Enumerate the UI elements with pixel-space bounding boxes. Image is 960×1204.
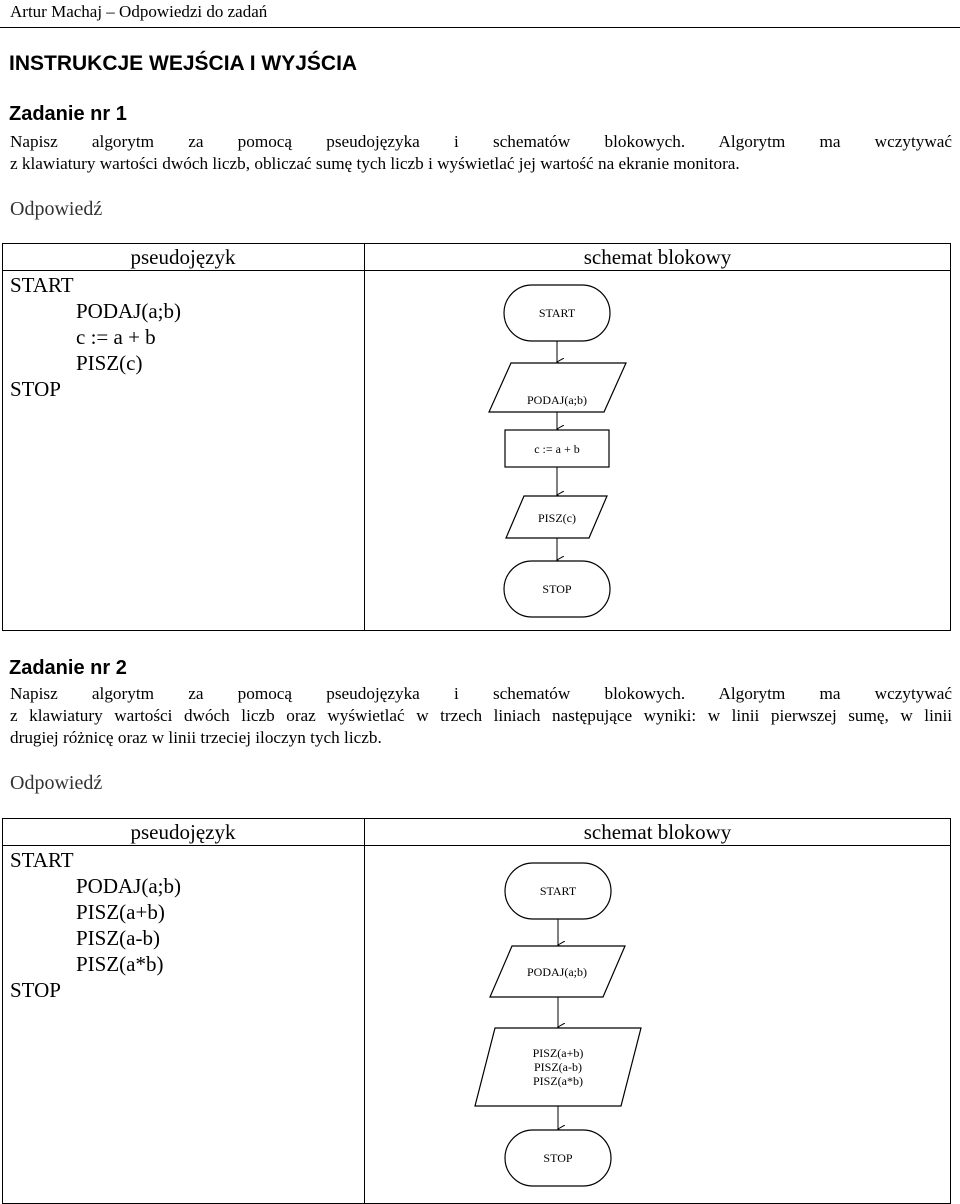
pseudo-line: PODAJ(a;b) xyxy=(76,874,181,898)
output-label: PISZ(a*b) xyxy=(533,1074,583,1088)
input-label: PODAJ(a;b) xyxy=(527,965,587,979)
table-header-rule xyxy=(2,845,951,846)
task-2-answer-label: Odpowiedź xyxy=(10,772,103,794)
pseudo-stop: STOP xyxy=(10,377,61,401)
stop-label: STOP xyxy=(543,1151,573,1165)
task-2-text-line: drugiej różnicę oraz w linii trzeciej iloczyn tych liczb. xyxy=(10,728,382,747)
task-2-text-line: Napisz algorytm za pomocą pseudojęzyka i schematów blokowych. Algorytm ma wczytywać xyxy=(10,684,952,703)
pseudo-line: PISZ(a+b) xyxy=(76,900,165,924)
output-label: PISZ(c) xyxy=(538,511,576,525)
output-label: PISZ(a+b) xyxy=(532,1046,584,1060)
section-title: INSTRUKCJE WEJŚCIA I WYJŚCIA xyxy=(9,52,358,75)
task-1-title: Zadanie nr 1 xyxy=(9,103,127,125)
process-label: c := a + b xyxy=(534,442,580,456)
output-label: PISZ(a-b) xyxy=(534,1060,582,1074)
task-2-text-line: z klawiatury wartości dwóch liczb oraz wyświetlać w trzech liniach następujące wyniki: w linii pierwszej sumę, w linii xyxy=(10,706,952,725)
flowchart-1 xyxy=(489,285,626,617)
task-2-text xyxy=(10,683,952,749)
pseudo-line: PISZ(a-b) xyxy=(76,926,160,950)
task-1-answer-label: Odpowiedź xyxy=(10,198,103,220)
pseudo-line: PISZ(a*b) xyxy=(76,952,164,976)
start-label: START xyxy=(538,306,576,320)
pseudo-start: START xyxy=(10,848,74,872)
flow-header: schemat blokowy xyxy=(583,820,732,844)
start-label: START xyxy=(539,884,577,898)
input-label: PODAJ(a;b) xyxy=(527,393,587,407)
task-1-text-line: z klawiatury wartości dwóch liczb, obliczać sumę tych liczb i wyświetlać jej wartość na ekranie monitora. xyxy=(10,154,740,173)
flow-header: schemat blokowy xyxy=(583,245,732,269)
pseudo-header: pseudojęzyk xyxy=(130,820,236,844)
pseudo-start: START xyxy=(10,273,74,297)
task-2-title: Zadanie nr 2 xyxy=(9,657,127,679)
table-divider xyxy=(364,818,365,1204)
pseudo-line: PODAJ(a;b) xyxy=(76,299,181,323)
stop-label: STOP xyxy=(542,582,572,596)
pseudo-line: c := a + b xyxy=(76,325,156,349)
page-header: Artur Machaj – Odpowiedzi do zadań xyxy=(10,2,268,21)
task-1-text-line: Napisz algorytm za pomocą pseudojęzyka i schematów blokowych. Algorytm ma wczytywać xyxy=(10,132,952,151)
pseudo-header: pseudojęzyk xyxy=(130,245,236,269)
pseudo-line: PISZ(c) xyxy=(76,351,143,375)
pseudo-stop: STOP xyxy=(10,978,61,1002)
